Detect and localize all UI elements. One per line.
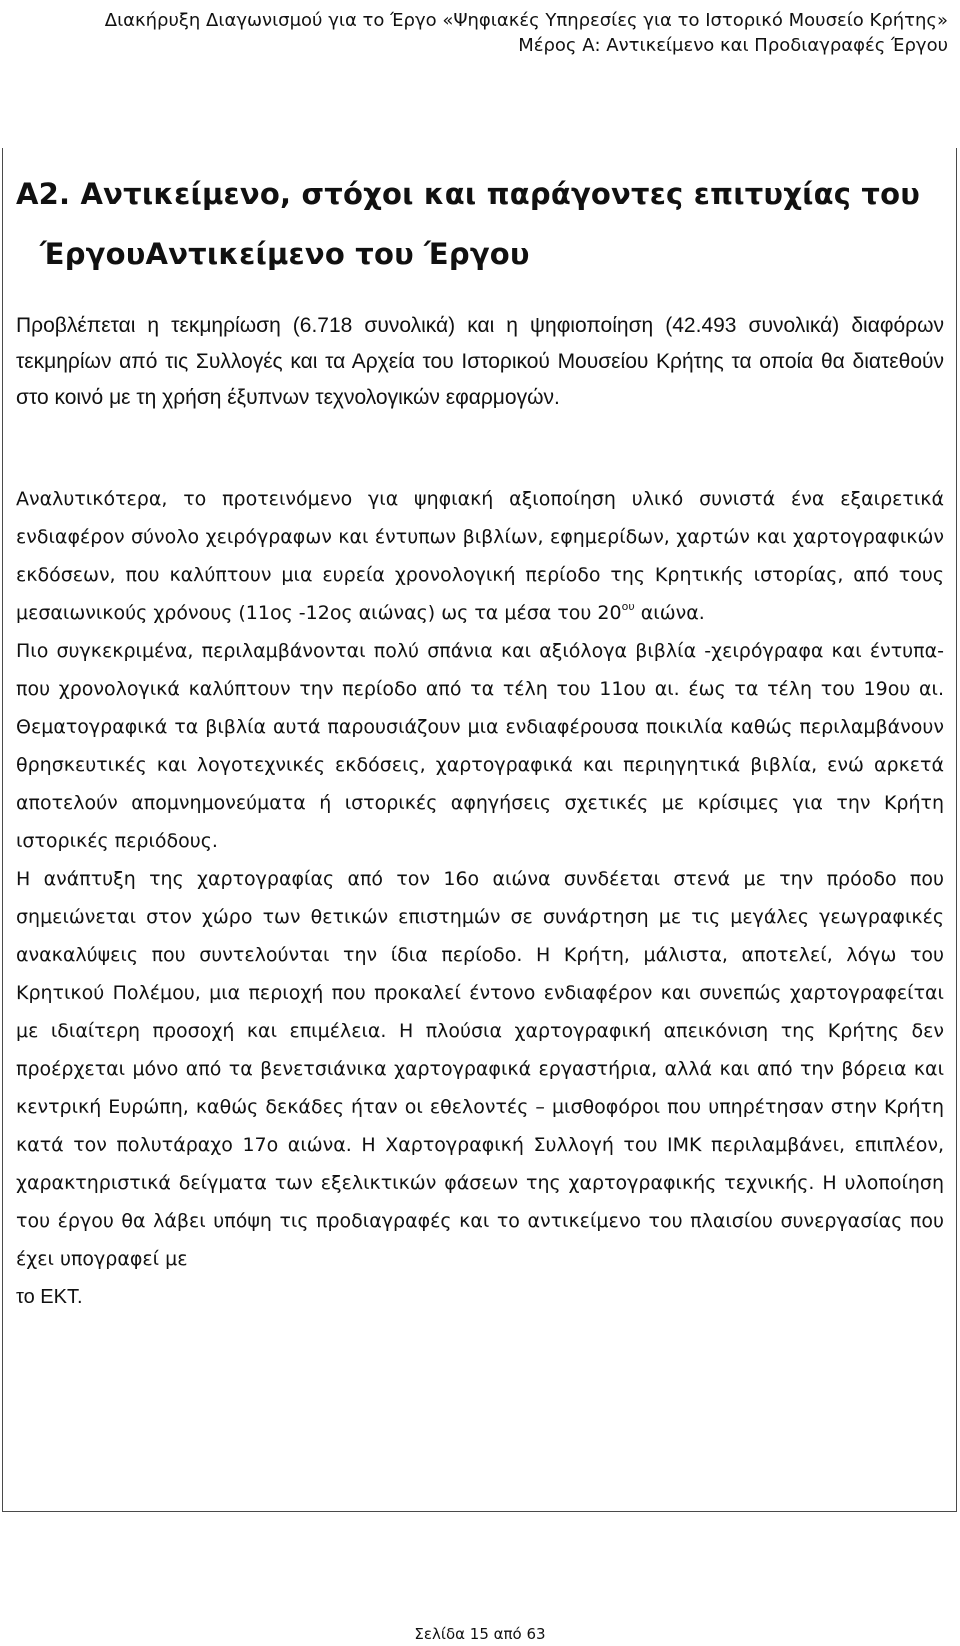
books-paragraph: Πιο συγκεκριμένα, περιλαμβάνονται πολύ σπάνια και αξιόλογα βιβλία -χειρόγραφα και έντυπα- που χρονολογικά καλύπτουν την περίοδο από τα τέλη του 11ου αι. έως τα τέλη του 19ου αι. Θεματογραφικά τα βιβλία αυτά παρουσιάζουν μια ενδιαφέρουσα ποικιλία καθώς περιλαμβάνουν θρησκευτικές και λογοτεχνικές εκδόσεις, χαρτογραφικά και περιηγητικά βιβλία, ενώ αρκετά αποτελούν απομνημονεύματα ή ιστορικές αφηγήσεις σχετικές με κρίσιμες για την Κρήτη ιστορικές περιόδους. xyxy=(16,640,944,852)
header-document-title: Διακήρυξη Διαγωνισμού για το Έργο «Ψηφιακές Υπηρεσίες για το Ιστορικό Μουσείο Κρήτης» xyxy=(104,10,948,31)
header-part-title: Μέρος Α: Αντικείμενο και Προδιαγραφές Έργου xyxy=(518,35,948,56)
cartography-paragraph xyxy=(16,860,944,1316)
material-description-text: Αναλυτικότερα, το προτεινόμενο για ψηφιακή αξιοποίηση υλικό συνιστά ένα εξαιρετικά ενδιαφέρον σύνολο χειρόγραφων και έντυπων βιβλίων, εφημερίδων, χαρτών και χαρτογραφικών εκδόσεων, που καλύπτουν μια ευρεία χρονολογική περίοδο της Κρητικής ιστορίας, από τους μεσαιωνικούς χρόνους (11ος -12ος αιώνας) ως τα μέσα του 20 xyxy=(16,488,944,624)
section-heading-line2: ΈργουΑντικείμενο του Έργου xyxy=(40,237,530,271)
body-text xyxy=(16,480,944,1316)
page-number: Σελίδα 15 από 63 xyxy=(414,1625,546,1643)
ordinal-superscript: ου xyxy=(621,600,635,613)
intro-paragraph: Προβλέπεται η τεκμηρίωση (6.718 συνολικά) και η ψηφιοποίηση (42.493 συνολικά) διαφόρων τεκμηρίων από τις Συλλογές και τα Αρχεία του Ιστορικού Μουσείου Κρήτης τα οποία θα διατεθούν στο κοινό με τη χρήση έξυπνων τεχνολογικών εφαρμογών. xyxy=(16,314,944,409)
cartography-text: Η ανάπτυξη της χαρτογραφίας από τον 16ο αιώνα συνδέεται στενά με την πρόοδο που σημειώνεται στον χώρο των θετικών επιστημών σε συνάρτηση με τις μεγάλες γεωγραφικές ανακαλύψεις που συντελούνται την ίδια περίοδο. Η Κρήτη, μάλιστα, αποτελεί, λόγω του Κρητικού Πολέμου, μια περιοχή που προκαλεί έντονο ενδιαφέρον και συνεπώς χαρτογραφείται με ιδιαίτερη προσοχή και επιμέλεια. Η πλούσια χαρτογραφική απεικόνιση της Κρήτης δεν προέρχεται μόνο από τα βενετσιάνικα χαρτογραφικά εργαστήρια, αλλά και από την βόρεια και κεντρική Ευρώπη, καθώς δεκάδες ήταν οι εθελοντές – μισθοφόροι που υπηρέτησαν στην Κρήτη κατά τον πολυτάραχο 17ο αιώνα. Η Χαρτογραφική Συλλογή του ΙΜΚ περιλαμβάνει, επιπλέον, χαρακτηριστικά δείγματα των εξελικτικών φάσεων της χαρτογραφικής τεχνικής. Η υλοποίηση του έργου θα λάβει υπόψη τις προδιαγραφές και το αντικείμενο του πλαισίου συνεργασίας που έχει υπογραφεί με xyxy=(16,868,944,1270)
material-description-end: αιώνα. xyxy=(634,602,705,624)
material-description-paragraph xyxy=(16,480,944,632)
section-heading xyxy=(16,164,936,284)
cartography-text-end: το ΕΚΤ. xyxy=(16,1286,83,1308)
running-header xyxy=(18,8,948,58)
section-heading-line1: Α2. Αντικείμενο, στόχοι και παράγοντες επιτυχίας του xyxy=(16,177,921,211)
